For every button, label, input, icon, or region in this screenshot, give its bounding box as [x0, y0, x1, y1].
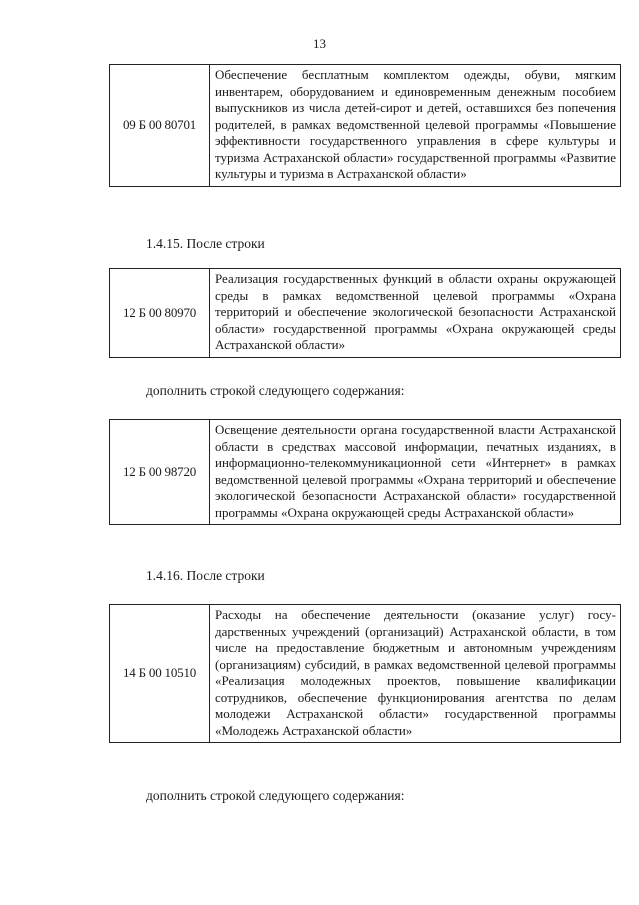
- paragraph-after-row: 1.4.16. После строки: [146, 568, 265, 583]
- page-number: 13: [313, 36, 326, 51]
- budget-code-cell: 12 Б 00 98720: [110, 420, 210, 525]
- budget-description-cell: Обеспечение бесплатным комплектом одежды, обуви, мягким инвентарем, оборудованием и единовременным денежным пособием выпускников из числа детей-сирот и детей, оставшихся без попечения родителей, в рамках ведомственной целевой программы «Повышение эффективности государственного управления в сфере культуры и туризма Астраханской области» государственной программы «Развитие культуры и туризма в Астраханской области»: [210, 65, 621, 187]
- budget-code-table: [109, 604, 621, 743]
- budget-description-cell: Расходы на обеспечение деятельности (оказание услуг) государственных учреждений (организаций) Астраханской области, в том числе на предоставление бюджетным и автономным учреждениям (организациям) субсидий, в рамках ведомственной целевой программы «Реализация молодежных проектов, повышение квалификации сотрудников, обеспечение функционирования агентства по делам молодежи Астраханской области» государственной программы «Молодежь Астраханской области»: [210, 605, 621, 743]
- budget-code-table: [109, 268, 621, 358]
- budget-code-cell: 12 Б 00 80970: [110, 269, 210, 358]
- table-row: [110, 65, 621, 187]
- budget-code-cell: 09 Б 00 80701: [110, 65, 210, 187]
- table-row: [110, 420, 621, 525]
- budget-description-cell: Освещение деятельности органа государственной власти Астраханской области в средствах массовой информации, печатных изданиях, в информационно-телекоммуникационной сети «Интернет» в рамках ведомственной целевой программы «Охрана территорий и обеспечение экологической безопасности Астраханской области» государственной программы «Охрана окружающей среды Астраханской области»: [210, 420, 621, 525]
- budget-code-table: [109, 419, 621, 525]
- table-row: [110, 605, 621, 743]
- budget-code-cell: 14 Б 00 10510: [110, 605, 210, 743]
- budget-description-cell: Реализация государственных функций в области охраны окружающей среды в рамках ведомственной целевой программы «Охрана территорий и обеспечение экологической безопасности Астраханской области» государственной программы «Охрана окружающей среды Астраханской области»: [210, 269, 621, 358]
- table-row: [110, 269, 621, 358]
- budget-code-table: [109, 64, 621, 187]
- paragraph-supplement: дополнить строкой следующего содержания:: [146, 383, 405, 398]
- paragraph-after-row: 1.4.15. После строки: [146, 236, 265, 251]
- paragraph-supplement: дополнить строкой следующего содержания:: [146, 788, 405, 803]
